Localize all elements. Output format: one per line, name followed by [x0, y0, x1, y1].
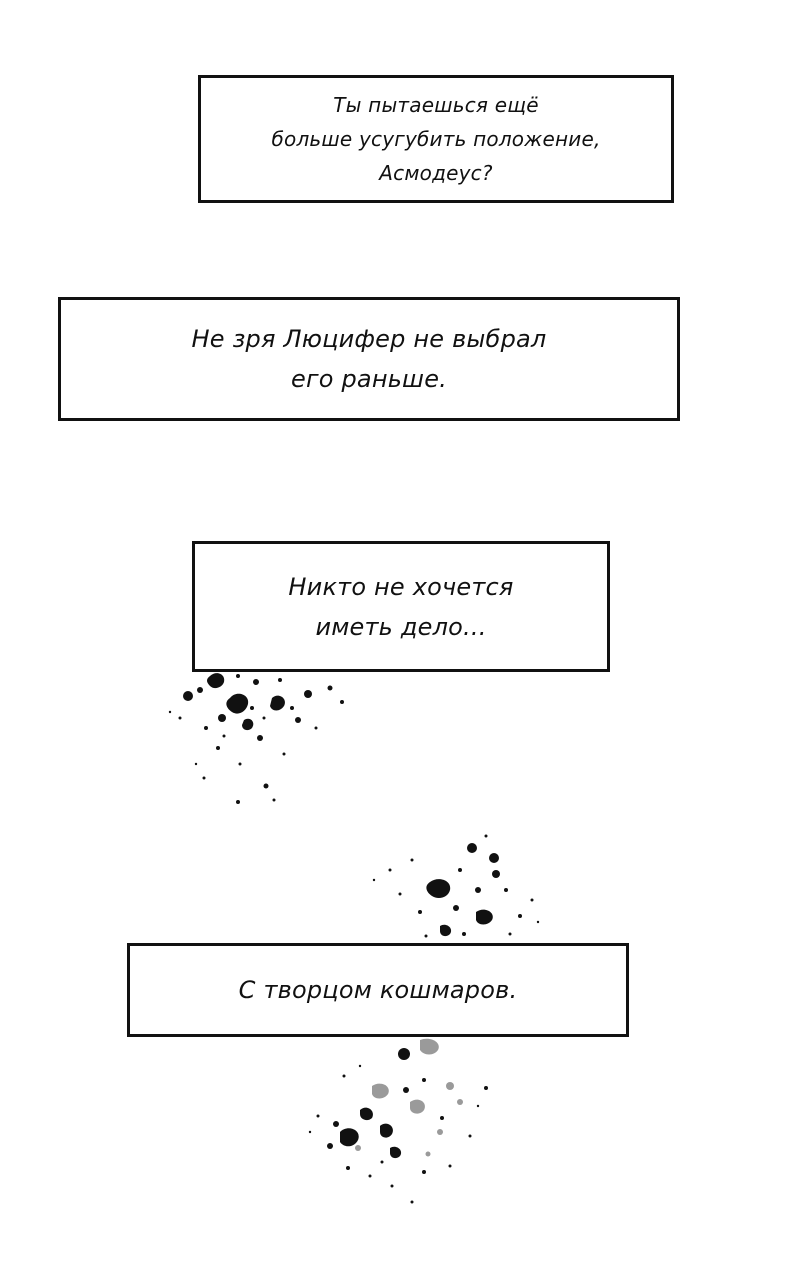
caption-text-4: [239, 973, 518, 1007]
caption-box-2: [58, 297, 680, 421]
caption-line: Ты пытаешься ещё: [333, 93, 539, 117]
caption-line: его раньше.: [290, 365, 448, 393]
caption-line: Не зря Люцифер не выбрал: [191, 325, 547, 353]
caption-line: Никто не хочется: [288, 572, 514, 601]
caption-text-3: [288, 570, 513, 644]
caption-text-2: [192, 322, 547, 396]
caption-line: иметь дело...: [315, 612, 487, 641]
caption-line: С творцом кошмаров.: [238, 976, 518, 1004]
ink-splatter-3: [300, 1036, 500, 1216]
caption-box-4: [127, 943, 629, 1037]
caption-line: больше усугубить положение,: [271, 127, 601, 151]
caption-box-1: [198, 75, 674, 203]
caption-line: Асмодеус?: [379, 161, 493, 185]
ink-splatter-2: [360, 830, 550, 945]
caption-box-3: [192, 541, 610, 672]
caption-text-1: [271, 91, 600, 187]
ink-splatter-1: [160, 668, 360, 813]
